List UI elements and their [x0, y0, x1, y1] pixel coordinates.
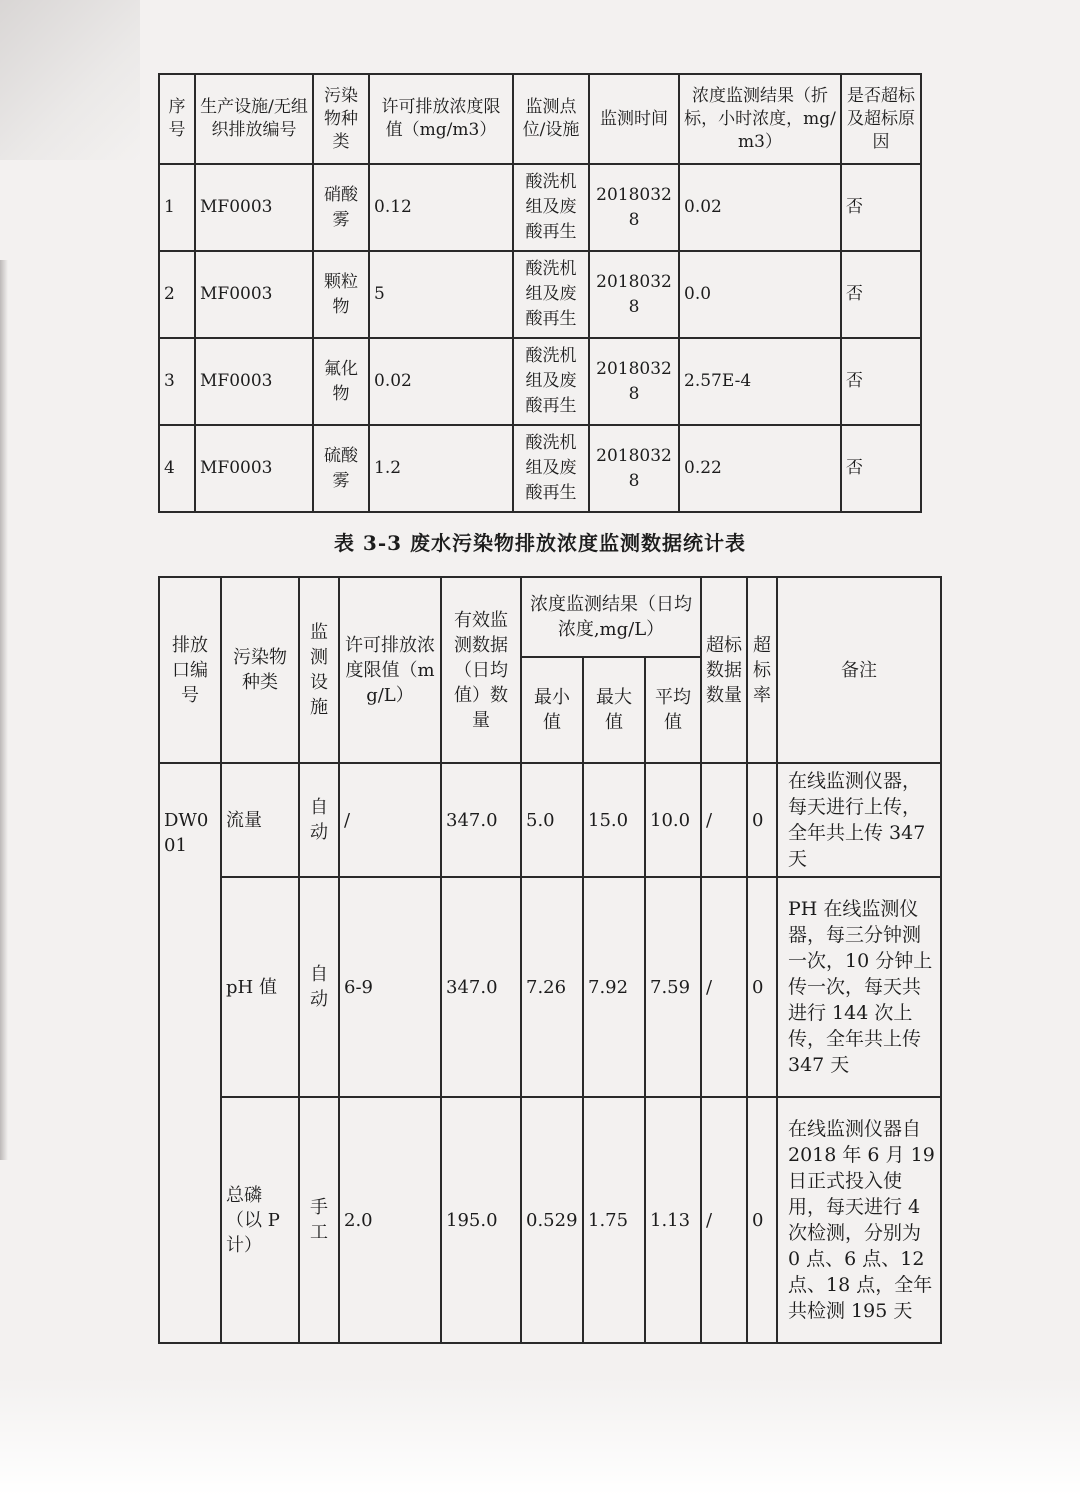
table-row [159, 425, 921, 512]
row-exceed-count: / [701, 763, 747, 877]
table1-header-point: 监测点位/设施 [513, 74, 589, 164]
table2-header-avg: 平均值 [645, 657, 701, 763]
row-no: 1 [159, 164, 195, 251]
row-pollutant: 总磷（以 P 计） [221, 1097, 299, 1343]
page-bottom-glare [0, 1376, 1080, 1496]
row-no: 3 [159, 338, 195, 425]
table1-header-result: 浓度监测结果（折标，小时浓度，mg/m3） [679, 74, 841, 164]
row-time: 20180328 [589, 338, 679, 425]
row-limit: 5 [369, 251, 513, 338]
row-avg: 10.0 [645, 763, 701, 877]
table-row [159, 338, 921, 425]
row-pollutant: 氟化物 [313, 338, 369, 425]
row-exceed-count: / [701, 877, 747, 1097]
row-limit: 0.12 [369, 164, 513, 251]
row-exceed-count: / [701, 1097, 747, 1343]
row-exceed: 否 [841, 338, 921, 425]
row-point: 酸洗机组及废酸再生 [513, 338, 589, 425]
row-facility: MF0003 [195, 251, 313, 338]
row-max: 15.0 [583, 763, 645, 877]
row-point: 酸洗机组及废酸再生 [513, 251, 589, 338]
row-remark: 在线监测仪器自 2018 年 6 月 19 日正式投入使用，每天进行 4 次检测，分别为 0 点、6 点、12 点、18 点，全年共检测 195 天 [777, 1097, 941, 1343]
row-result: 0.22 [679, 425, 841, 512]
row-no: 4 [159, 425, 195, 512]
row-pollutant: 颗粒物 [313, 251, 369, 338]
row-max: 1.75 [583, 1097, 645, 1343]
row-facility: 自动 [299, 877, 339, 1097]
row-avg: 1.13 [645, 1097, 701, 1343]
row-exceed: 否 [841, 425, 921, 512]
row-exceed-rate: 0 [747, 763, 777, 877]
table-row [159, 164, 921, 251]
row-valid-count: 347.0 [441, 763, 521, 877]
row-exceed: 否 [841, 164, 921, 251]
row-time: 20180328 [589, 251, 679, 338]
row-exceed-rate: 0 [747, 877, 777, 1097]
table2-header-min: 最小值 [521, 657, 583, 763]
row-time: 20180328 [589, 425, 679, 512]
table2-header-facility: 监测设施 [299, 577, 339, 763]
row-valid-count: 195.0 [441, 1097, 521, 1343]
row-limit: 2.0 [339, 1097, 441, 1343]
table2-header-row-1 [159, 577, 941, 657]
row-pollutant: 流量 [221, 763, 299, 877]
table2-header-pollutant: 污染物种类 [221, 577, 299, 763]
row-facility: MF0003 [195, 338, 313, 425]
table1-header-time: 监测时间 [589, 74, 679, 164]
row-min: 7.26 [521, 877, 583, 1097]
row-result: 0.02 [679, 164, 841, 251]
row-limit: 0.02 [369, 338, 513, 425]
table1-header-exceed: 是否超标及超标原因 [841, 74, 921, 164]
row-remark: PH 在线监测仪器，每三分钟测一次，10 分钟上传一次，每天共进行 144 次上传，全年共上传 347 天 [777, 877, 941, 1097]
row-facility: 手工 [299, 1097, 339, 1343]
table2-header-remark: 备注 [777, 577, 941, 763]
table-row [159, 251, 921, 338]
row-result: 0.0 [679, 251, 841, 338]
row-facility: MF0003 [195, 425, 313, 512]
wastewater-monitoring-table [158, 576, 942, 1344]
row-facility: MF0003 [195, 164, 313, 251]
row-limit: / [339, 763, 441, 877]
table2-header-valid-count: 有效监测数据（日均值）数量 [441, 577, 521, 763]
row-remark: 在线监测仪器，每天进行上传，全年共上传 347 天 [777, 763, 941, 877]
table2-caption: 表 3-3 废水污染物排放浓度监测数据统计表 [333, 531, 747, 555]
table1-header-facility: 生产设施/无组织排放编号 [195, 74, 313, 164]
table2-header-exceed-count: 超标数据数量 [701, 577, 747, 763]
row-pollutant: pH 值 [221, 877, 299, 1097]
row-max: 7.92 [583, 877, 645, 1097]
row-exceed-rate: 0 [747, 1097, 777, 1343]
table1-header-pollutant: 污染物种类 [313, 74, 369, 164]
table-row [159, 1097, 941, 1343]
table1-header-row [159, 74, 921, 164]
row-avg: 7.59 [645, 877, 701, 1097]
table-row [159, 763, 941, 877]
table1-header-no: 序号 [159, 74, 195, 164]
row-pollutant: 硝酸雾 [313, 164, 369, 251]
row-min: 5.0 [521, 763, 583, 877]
row-limit: 6-9 [339, 877, 441, 1097]
row-no: 2 [159, 251, 195, 338]
page-left-edge-shadow [0, 260, 8, 1160]
row-result: 2.57E-4 [679, 338, 841, 425]
table2-header-limit: 许可排放浓度限值（mg/L） [339, 577, 441, 763]
row-min: 0.529 [521, 1097, 583, 1343]
row-exceed: 否 [841, 251, 921, 338]
row-point: 酸洗机组及废酸再生 [513, 425, 589, 512]
table1-header-limit: 许可排放浓度限值（mg/m3） [369, 74, 513, 164]
row-point: 酸洗机组及废酸再生 [513, 164, 589, 251]
row-outlet-id: DW001 [159, 763, 221, 1343]
exhaust-gas-monitoring-table [158, 73, 922, 513]
table-row [159, 877, 941, 1097]
row-valid-count: 347.0 [441, 877, 521, 1097]
row-time: 20180328 [589, 164, 679, 251]
table2-header-exceed-rate: 超标率 [747, 577, 777, 763]
table2-header-outlet: 排放口编号 [159, 577, 221, 763]
row-pollutant: 硫酸雾 [313, 425, 369, 512]
table2-header-result-group: 浓度监测结果（日均浓度,mg/L） [521, 577, 701, 657]
row-limit: 1.2 [369, 425, 513, 512]
page-fold-shadow [0, 0, 140, 160]
table2-header-max: 最大值 [583, 657, 645, 763]
row-facility: 自动 [299, 763, 339, 877]
